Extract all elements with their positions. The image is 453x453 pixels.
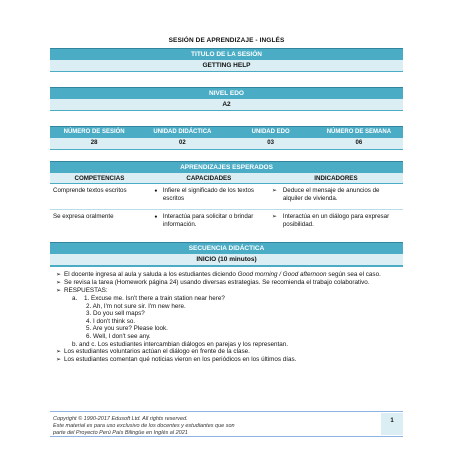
list-item: ➢ RESPUESTAS: xyxy=(56,287,108,294)
list-item: ➢ Los estudiantes comentan qué noticias vieron en los periódicos en los últimos días. xyxy=(56,356,297,364)
didactic-unit-value: 02 xyxy=(179,140,186,146)
session-info-header-row xyxy=(50,126,403,138)
list-item: ➢ Se revisa la tarea (Homework página 24) usando diversas estrategias. Se recomienda el trabajo colaborativo. xyxy=(56,279,370,286)
edo-unit-value: 03 xyxy=(267,140,274,146)
arrow-bullet-icon: ➢ xyxy=(271,188,277,194)
session-title-value: GETTING HELP xyxy=(50,60,403,72)
expected-learning-header: APRENDIZAJES ESPERADOS xyxy=(50,161,403,173)
answer-line: 6. Well, I don't see any. xyxy=(86,332,151,340)
competency-cell: Comprende textos escritos xyxy=(50,184,149,210)
table-row xyxy=(50,210,403,236)
bullet-icon: ● xyxy=(154,188,158,194)
list-item: ➢ Los estudiantes voluntarios actúan el diálogo en frente de la clase. xyxy=(56,348,250,356)
competencies-column-header: COMPETENCIAS xyxy=(50,173,149,184)
page-number: 1 xyxy=(381,413,403,435)
capacity-cell: Interactúa para solicitar o brindar información. xyxy=(162,213,254,228)
capacities-column-header: CAPACIDADES xyxy=(149,173,269,184)
capacity-cell: Infiere el significado de los textos escritos xyxy=(162,187,254,202)
answer-group-b: b. and c. Los estudiantes intercambian diálogos en parejas y los representan. xyxy=(72,340,288,348)
list-item: ➢ El docente ingresa al aula y saluda a los estudiantes diciendo Good morning / Good afternoon según sea el caso. xyxy=(56,271,381,278)
session-info-value-row xyxy=(50,138,403,150)
week-number-value: 06 xyxy=(355,140,363,146)
indicator-cell: Interactúa en un diálogo para expresar posibilidad. xyxy=(282,213,390,228)
answer-group-a: a. 1. Excuse me. Isn't there a train station near here? xyxy=(72,295,225,302)
indicator-cell: Deduce el mensaje de anuncios de alquiler de vivienda. xyxy=(282,187,380,202)
indicators-column-header: INDICADORES xyxy=(269,173,403,184)
arrow-bullet-icon: ➢ xyxy=(56,280,62,286)
didactic-unit-header: UNIDAD DIDÁCTICA xyxy=(153,129,212,135)
table-row xyxy=(50,184,403,210)
didactic-sequence-body xyxy=(50,266,403,397)
didactic-sequence-header: SECUENCIA DIDÁCTICA xyxy=(50,242,403,254)
competency-cell: Se expresa oralmente xyxy=(53,213,114,220)
level-value: A2 xyxy=(50,99,403,111)
arrow-bullet-icon: ➢ xyxy=(56,272,62,278)
answer-line: 5. Are you sure? Please look. xyxy=(86,325,168,333)
arrow-bullet-icon: ➢ xyxy=(56,349,62,356)
page-title: SESIÓN DE APRENDIZAJE - INGLÉS xyxy=(168,37,285,44)
arrow-bullet-icon: ➢ xyxy=(56,357,62,364)
copyright-notice: Copyright © 1990-2017 Edusoft Ltd. All rights reserved. Este material es para uso exclusivo de los docentes y estudiantes que son parte del Proyecto Perú País Bilingüe en Inglés al 2021 xyxy=(53,416,235,436)
start-subheader: INICIO (10 minutos) xyxy=(50,254,403,266)
answer-line: 4. I don't think so. xyxy=(86,317,136,325)
arrow-bullet-icon: ➢ xyxy=(271,214,277,220)
footer xyxy=(50,411,403,435)
bullet-icon: ● xyxy=(154,214,158,220)
expected-learning-table xyxy=(50,173,403,235)
answer-line: 2. Ah, I'm not sure sir. I'm new here. xyxy=(86,302,186,310)
session-number-header: NÚMERO DE SESIÓN xyxy=(63,129,125,135)
level-header: NIVEL EDO xyxy=(50,87,403,99)
answer-line: 3. Do you sell maps? xyxy=(86,310,145,318)
session-number-value: 28 xyxy=(90,140,98,146)
edo-unit-header: UNIDAD EDO xyxy=(251,129,290,135)
arrow-bullet-icon: ➢ xyxy=(56,288,62,294)
session-title-header: TITULO DE LA SESIÓN xyxy=(50,48,403,60)
week-number-header: NÚMERO DE SEMANA xyxy=(326,129,392,135)
